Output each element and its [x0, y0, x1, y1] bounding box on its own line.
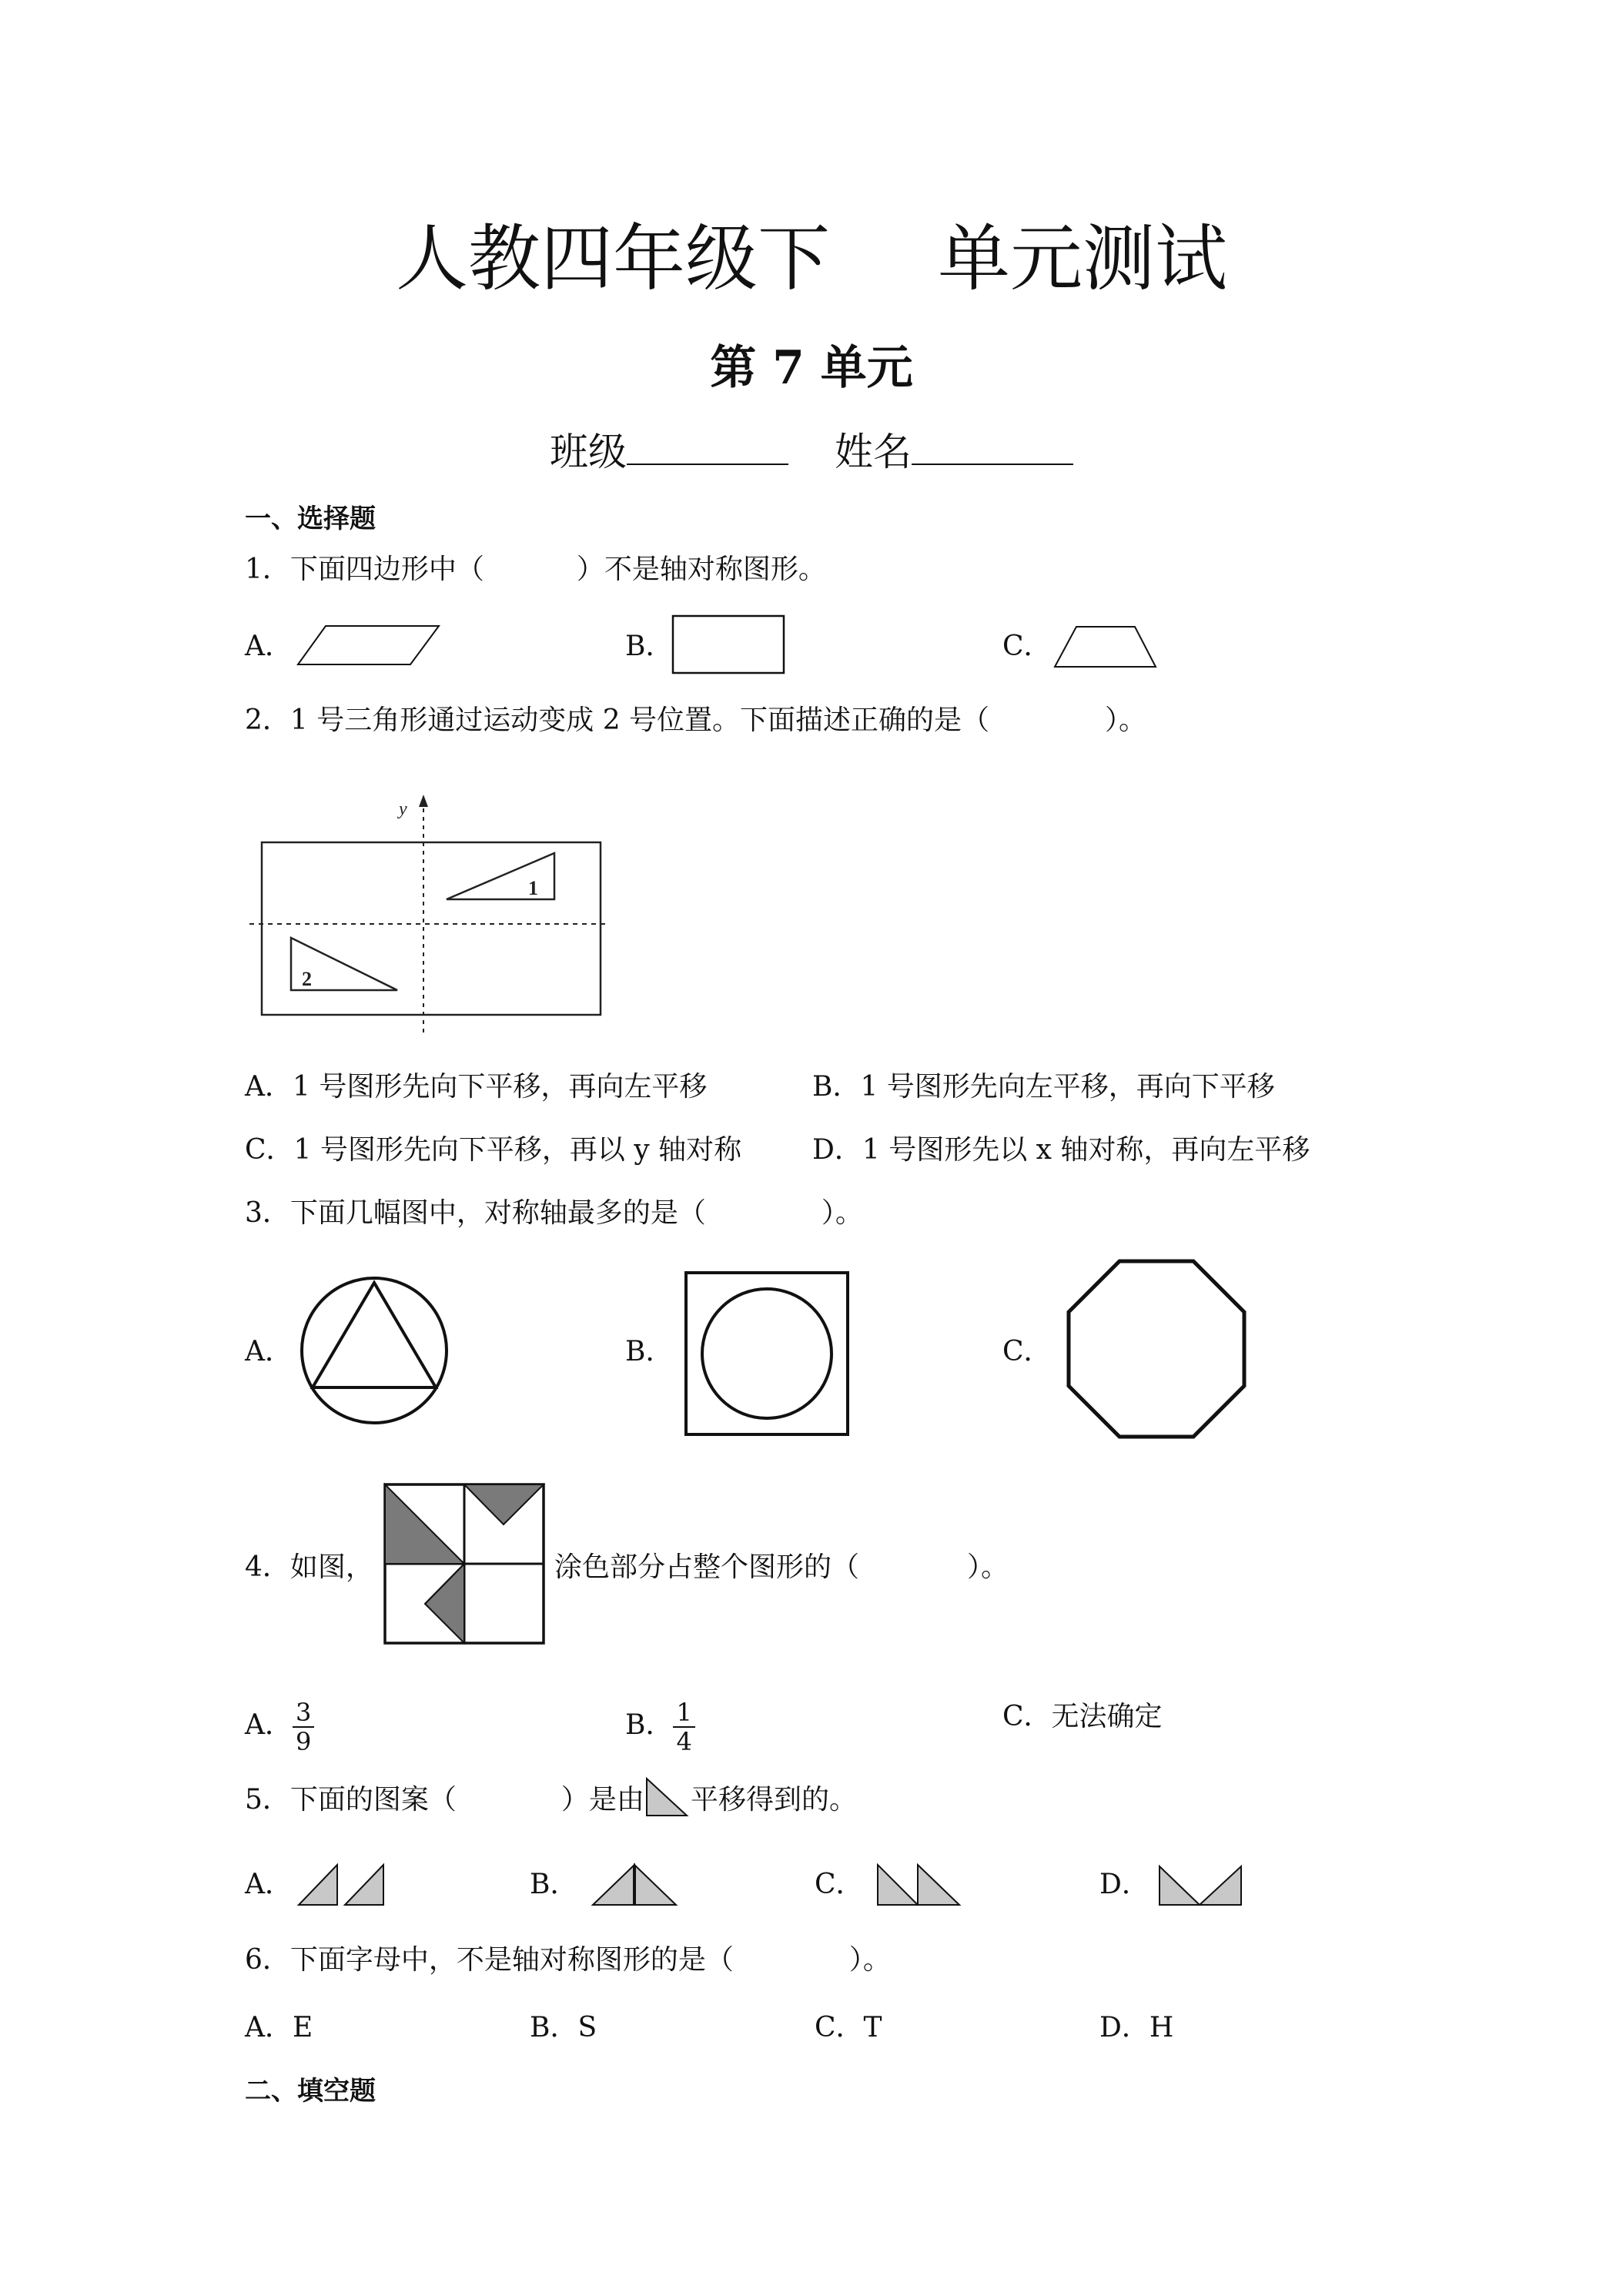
- section-choice: 一、选择题: [245, 504, 376, 534]
- square-circle-figure: [684, 1270, 850, 1437]
- q4-option-b[interactable]: [625, 1699, 695, 1755]
- q4-num: 4．: [245, 1551, 290, 1583]
- q4-text-c: ）。: [967, 1551, 1009, 1583]
- question-4-text: [554, 1549, 1009, 1586]
- fraction-b-den: 4: [676, 1727, 692, 1756]
- triangle-1: [447, 853, 554, 899]
- q5-option-a[interactable]: A．: [245, 1869, 293, 1900]
- parallelogram-shape: [296, 622, 443, 668]
- q6-option-b[interactable]: B．S: [530, 2012, 597, 2043]
- class-blank[interactable]: [627, 423, 788, 465]
- q1-option-b[interactable]: B．: [625, 631, 674, 662]
- q5-num: 5．: [245, 1784, 290, 1816]
- q4-option-c[interactable]: C．无法确定: [1002, 1701, 1163, 1732]
- name-label: 姓名: [835, 430, 912, 474]
- q2-num: 2．: [245, 705, 290, 736]
- rectangle-shape: [671, 614, 787, 676]
- q3-num: 3．: [245, 1197, 290, 1229]
- shaded-grid-figure: [383, 1483, 547, 1646]
- q1-text-a: 下面四边形中（: [289, 554, 484, 585]
- pattern-d: [1156, 1862, 1246, 1908]
- pattern-c: [875, 1862, 964, 1908]
- section-fill: 二、填空题: [245, 2076, 376, 2107]
- question-2: [245, 702, 1146, 739]
- q4-option-a[interactable]: [245, 1699, 314, 1755]
- class-name-line: [0, 423, 1623, 479]
- base-triangle-icon: [644, 1776, 690, 1819]
- circle-triangle-figure: [297, 1274, 451, 1427]
- q5-text-a: 下面的图案（: [289, 1784, 457, 1816]
- q6-text-a: 下面字母中，不是轴对称图形的是（: [289, 1944, 734, 1976]
- q2-option-c[interactable]: C．1 号图形先向下平移，再以 y 轴对称: [245, 1134, 742, 1166]
- q3-text-b: ）。: [821, 1197, 863, 1229]
- q3-option-a[interactable]: A．: [245, 1336, 293, 1367]
- q4-option-a-label: A．: [245, 1709, 293, 1741]
- fraction-b-num: 1: [673, 1699, 694, 1728]
- q2-option-b[interactable]: B．1 号图形先向左平移，再向下平移: [812, 1071, 1275, 1103]
- triangle-1-label: 1: [528, 877, 538, 899]
- q6-num: 6．: [245, 1944, 290, 1976]
- fraction-b: [673, 1699, 694, 1755]
- question-6: [245, 1942, 891, 1979]
- title-left: 人教四年级下: [395, 217, 830, 301]
- octagon-figure: [1064, 1257, 1249, 1441]
- trapezoid-shape: [1052, 624, 1160, 670]
- triangle-2-label: 2: [302, 968, 312, 990]
- q6-option-a[interactable]: A．E: [245, 2012, 313, 2043]
- q2-text-a: 1 号三角形通过运动变成 2 号位置。下面描述正确的是（: [289, 705, 990, 736]
- q5-option-c[interactable]: C．: [815, 1869, 864, 1900]
- unit-title: 第 7 单元: [710, 341, 913, 395]
- question-1: [245, 551, 826, 588]
- shaded-triangle-2: [464, 1484, 544, 1525]
- q3-option-c[interactable]: C．: [1002, 1336, 1052, 1367]
- q4-text-a: 如图，: [289, 1551, 373, 1583]
- y-axis-label: y: [399, 799, 407, 819]
- pattern-b: [590, 1862, 679, 1908]
- q4-option-b-label: B．: [625, 1709, 674, 1741]
- question-3: [245, 1195, 863, 1232]
- fraction-a-num: 3: [293, 1699, 314, 1728]
- q4-text-b: 涂色部分占整个图形的（: [554, 1551, 860, 1583]
- y-axis-arrow: [419, 795, 428, 807]
- figure-frame: [262, 842, 601, 1015]
- fraction-a: [293, 1699, 314, 1755]
- shaded-triangle-3: [425, 1564, 464, 1643]
- q2-text-b: ）。: [1105, 705, 1147, 736]
- pattern-a: [297, 1862, 387, 1908]
- q3-text-a: 下面几幅图中，对称轴最多的是（: [289, 1197, 706, 1229]
- shaded-triangle-1: [385, 1484, 464, 1564]
- question-4-num: [245, 1549, 373, 1586]
- fraction-a-den: 9: [296, 1727, 312, 1756]
- q6-text-b: ）。: [848, 1944, 891, 1976]
- q6-option-c[interactable]: C．T: [815, 2012, 882, 2043]
- q5-option-b[interactable]: B．: [530, 1869, 578, 1900]
- q1-text-b: ）不是轴对称图形。: [576, 554, 826, 585]
- class-label: 班级: [550, 430, 627, 474]
- q6-option-d[interactable]: D．H: [1099, 2012, 1174, 2043]
- q2-option-d[interactable]: D．1 号图形先以 x 轴对称，再向左平移: [812, 1134, 1310, 1166]
- title-right: 单元测试: [938, 217, 1228, 301]
- q5-text-b: ）是由: [561, 1784, 644, 1816]
- q5-option-d[interactable]: D．: [1099, 1869, 1149, 1900]
- q1-option-a[interactable]: A．: [245, 631, 293, 662]
- question-5: [245, 1782, 857, 1819]
- page-title: [0, 217, 1623, 302]
- q5-text-c: 平移得到的。: [690, 1784, 857, 1816]
- q1-option-c[interactable]: C．: [1002, 631, 1052, 662]
- q2-option-a[interactable]: A．1 号图形先向下平移，再向左平移: [245, 1071, 708, 1103]
- q3-option-b[interactable]: B．: [625, 1336, 674, 1367]
- name-blank[interactable]: [912, 423, 1073, 465]
- q1-num: 1．: [245, 554, 290, 585]
- coordinate-figure: [245, 787, 607, 1041]
